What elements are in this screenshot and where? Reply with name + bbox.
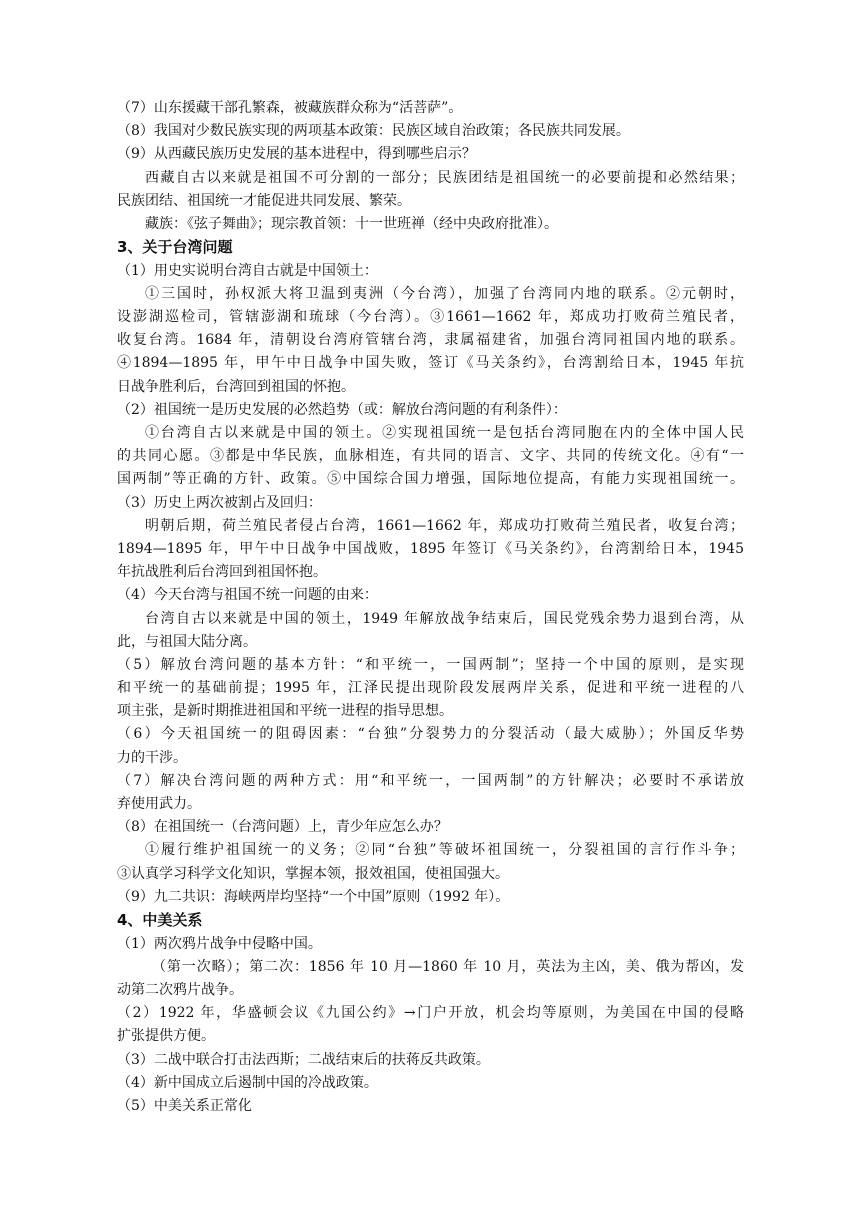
text-line: （4）今天台湾与祖国不统一问题的由来： [117, 587, 378, 604]
text-line: 国两制”等正确的方针、政策。⑤中国综合国力增强，国际地位提高，有能力实现祖国统一。 [117, 471, 744, 488]
text-line: 和平统一的基础前提；1995 年，江泽民提出现阶段发展两岸关系，促进和平统一进程的八 [117, 680, 744, 697]
section-heading: 3、关于台湾问题 [117, 238, 233, 257]
text-line: 台湾自古以来就是中国的领土，1949 年解放战争结束后，国民党残余势力退到台湾，从 [145, 610, 744, 627]
text-line: 的共同心愿。③都是中华民族，血脉相连，有共同的语言、文字、共同的传统文化。④有“一 [117, 448, 744, 465]
text-line: （2）1922 年，华盛顿会议《九国公约》→门户开放，机会均等原则，为美国在中国的侵略 [117, 1005, 744, 1022]
text-line: （7）解决台湾问题的两种方式：用“和平统一，一国两制”的方针解决；必要时不承诺放 [117, 772, 744, 789]
text-line: ③认真学习科学文化知识，掌握本领，报效祖国，使祖国强大。 [117, 865, 509, 882]
text-line: 民族团结、祖国统一才能促进共同发展、繁荣。 [117, 192, 411, 209]
text-line: 1894—1895 年，甲午中日战争中国战败，1895 年签订《马关条约》，台湾割给日本，1945 [117, 540, 744, 557]
text-line: 项主张，是新时期推进祖国和平统一进程的指导思想。 [117, 703, 453, 720]
text-line: 扩张提供方便。 [117, 1028, 215, 1045]
text-line: （5）中美关系正常化 [117, 1097, 252, 1114]
section-heading: 4、中美关系 [117, 910, 203, 929]
text-line: 此，与祖国大陆分离。 [117, 633, 257, 650]
text-line: （7）山东援藏干部孔繁森，被藏族群众称为“活菩萨”。 [117, 100, 463, 116]
text-line: 年抗战胜利后台湾回到祖国怀抱。 [117, 564, 327, 581]
text-line: 力的干涉。 [117, 749, 187, 766]
text-line: 设澎湖巡检司，管辖澎湖和琉球（今台湾）。③1661—1662 年，郑成功打败荷兰殖民者， [117, 309, 744, 326]
text-line: （第一次略）；第二次：1856 年 10 月—1860 年 10 月，英法为主凶，美、俄为帮凶，发 [152, 958, 744, 975]
text-line: （8）我国对少数民族实现的两项基本政策：民族区域自治政策；各民族共同发展。 [117, 123, 630, 140]
text-line: （8）在祖国统一（台湾问题）上，青少年应怎么办？ [117, 819, 448, 836]
text-line: （3）二战中联合打击法西斯；二战结束后的扶蒋反共政策。 [117, 1051, 490, 1068]
text-line: ①三国时，孙权派大将卫温到夷洲（今台湾），加强了台湾同内地的联系。②元朝时， [145, 285, 744, 302]
text-line: （6）今天祖国统一的阻碍因素：“台独”分裂势力的分裂活动（最大威胁）；外国反华势 [117, 726, 744, 743]
text-line: 弃使用武力。 [117, 796, 201, 813]
text-line: （1）两次鸦片战争中侵略中国。 [117, 935, 322, 952]
text-line: ④1894—1895 年，甲午中日战争中国失败，签订《马关条约》，台湾割给日本，1945 年抗 [117, 355, 744, 372]
text-line: 动第二次鸦片战争。 [117, 981, 243, 998]
text-line: 明朝后期，荷兰殖民者侵占台湾，1661—1662 年，郑成功打败荷兰殖民者，收复台湾； [145, 517, 744, 534]
document-body [117, 97, 744, 1118]
text-line: （2）祖国统一是历史发展的必然趋势（或：解放台湾问题的有利条件）： [117, 401, 567, 418]
text-line: 日战争胜利后，台湾回到祖国的怀抱。 [117, 378, 355, 395]
text-line: 西藏自古以来就是祖国不可分割的一部分；民族团结是祖国统一的必要前提和必然结果； [145, 169, 744, 186]
text-line: ①台湾自古以来就是中国的领土。②实现祖国统一是包括台湾同胞在内的全体中国人民 [145, 425, 744, 442]
text-line: （5）解放台湾问题的基本方针：“和平统一，一国两制”；坚持一个中国的原则，是实现 [117, 656, 744, 673]
text-line: ①履行维护祖国统一的义务；②同“台独”等破坏祖国统一，分裂祖国的言行作斗争； [145, 842, 744, 859]
text-line: （4）新中国成立后遏制中国的冷战政策。 [117, 1074, 378, 1091]
text-line: 收复台湾。1684 年，清朝设台湾府管辖台湾，隶属福建省，加强台湾同祖国内地的联系。 [117, 332, 744, 349]
text-line: （3）历史上两次被割占及回归： [117, 494, 322, 511]
text-line: （1）用史实说明台湾自古就是中国领土： [117, 262, 378, 279]
text-line: （9）九二共识：海峡两岸均坚持“一个中国”原则（1992 年）。 [117, 888, 510, 905]
text-line: 藏族：《弦子舞曲》；现宗教首领：十一世班禅（经中央政府批准）。 [145, 215, 558, 232]
text-line: （9）从西藏民族历史发展的基本进程中，得到哪些启示？ [117, 146, 476, 163]
